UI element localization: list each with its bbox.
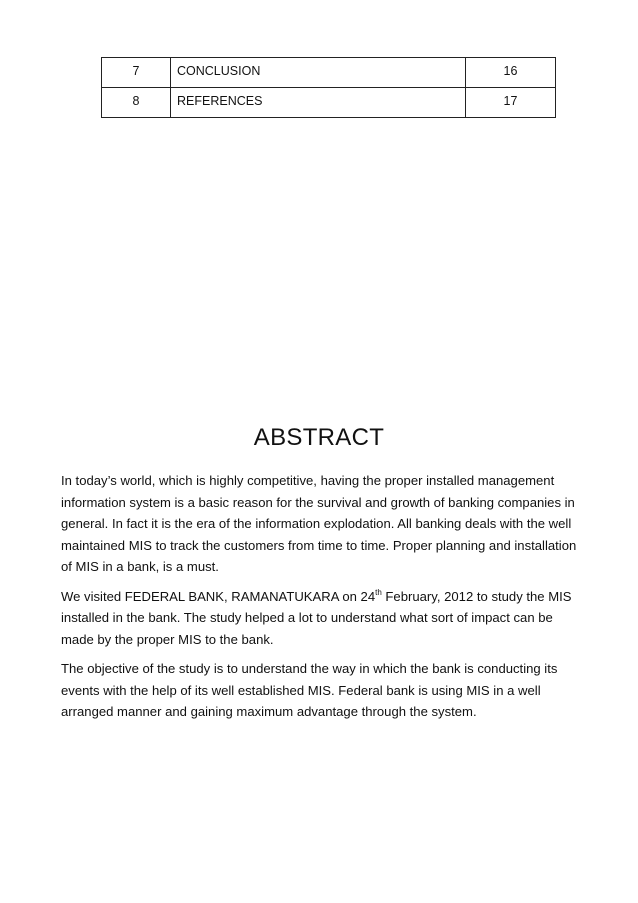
toc-number: 7 (102, 58, 171, 88)
toc-page: 17 (466, 88, 556, 118)
abstract-body (61, 470, 586, 731)
abstract-paragraph-2 (61, 586, 586, 651)
toc-title: REFERENCES (171, 88, 466, 118)
paragraph-2-text-start: We visited FEDERAL BANK, RAMANATUKARA on 24 (61, 588, 376, 604)
toc-table (101, 57, 556, 118)
table-row (102, 88, 556, 118)
table-row (102, 58, 556, 88)
abstract-paragraph-3: The objective of the study is to understand the way in which the bank is conducting its events with the help of its well established MIS. Federal bank is using MIS in a well arranged manner and gaining maximum advantage through the system. (61, 661, 558, 719)
toc-number: 8 (102, 88, 171, 118)
toc-title: CONCLUSION (171, 58, 466, 88)
abstract-heading: ABSTRACT (253, 424, 385, 451)
ordinal-suffix: th (375, 587, 382, 597)
toc-page: 16 (466, 58, 556, 88)
abstract-paragraph-1: In today’s world, which is highly competitive, having the proper installed management information system is a basic reason for the survival and growth of banking companies in general. In fact it is the era of the information explodation. All banking deals with the well maintained MIS to track the customers from time to time. Proper planning and installation of MIS in a bank, is a must. (61, 473, 577, 574)
paragraph-2-text-end: February, 2012 to study the MIS installed in the bank. The study helped a lot to understand what sort of impact can be made by the proper MIS to the bank. (61, 588, 572, 647)
